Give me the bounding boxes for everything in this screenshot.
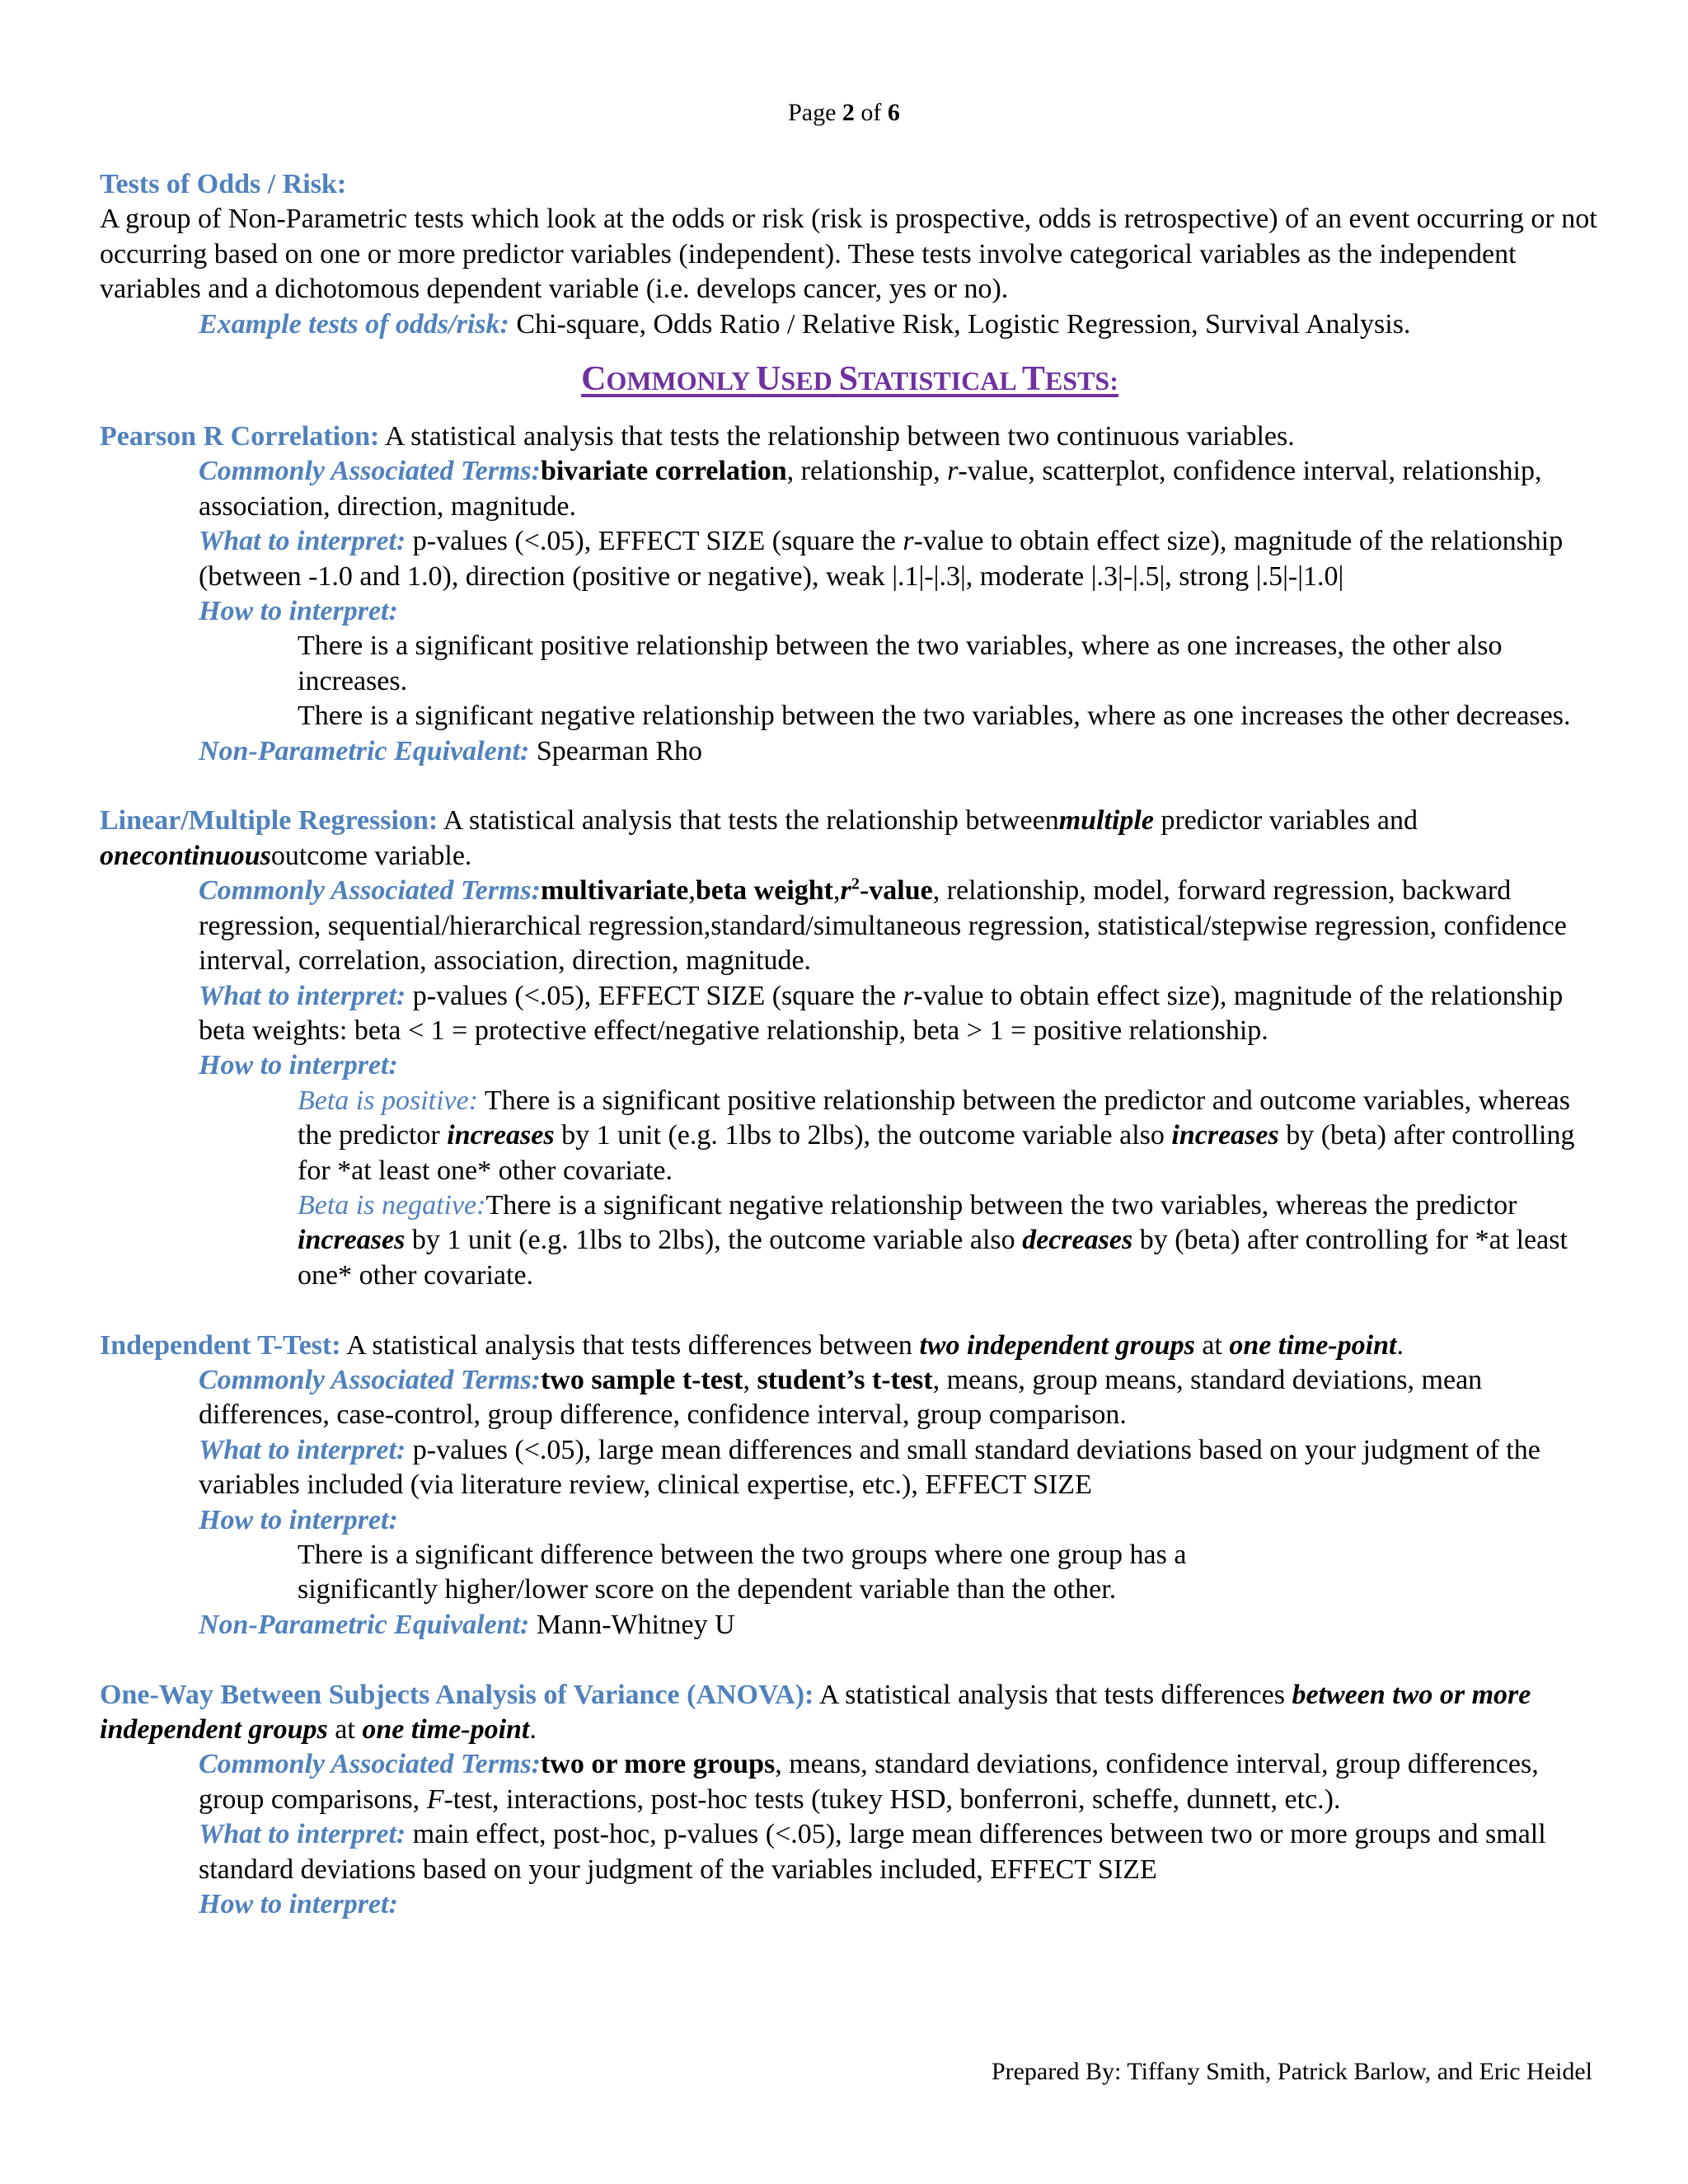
regression-section: Linear/Multiple Regression: A statistical analysis that tests the relationship betweenmultiple predictor variables and onecontinuousoutcome variable.: [100, 805, 1418, 871]
anova-how-label: How to interpret:: [199, 1889, 398, 1920]
page-number: 2: [842, 99, 855, 126]
regression-terms-label: Commonly Associated Terms:: [199, 875, 541, 907]
pearson-terms: Commonly Associated Terms:bivariate correlation, relationship, r-value, scatterplot, confidence interval, relationship, association, direction, magnitude.: [199, 456, 1542, 522]
pearson-how-negative: There is a significant negative relationship between the two variables, where as one increases the other decreases.: [298, 701, 1571, 732]
spacer: [100, 769, 1600, 804]
regression-terms: Commonly Associated Terms:multivariate,beta $weight,r^2$-value, relationship, model, forward regression, backward regression, sequential/hierarchical regression,standard/simultaneous regression, statistical/stepwise regression, confidence interval, correlation, association, direction, magnitude.: [199, 874, 1567, 977]
anova-interpret: What to interpret: main effect, post-hoc, p-values (<.05), large mean differences between two or more groups and small standard deviations based on your judgment of the variables included, EFFECT SIZE: [199, 1819, 1546, 1885]
anova-interpret-label: What to interpret:: [199, 1819, 406, 1850]
odds-description: A group of Non-Parametric tests which look at the odds or risk (risk is prospective, odds is retrospective) of an event occurring or not occurring based on one or more predictor variables (independent). These tests involve categorical variables as the independent variables and a dichotomous dependent variable (i.e. develops cancer, yes or no).: [100, 204, 1597, 305]
section-title: COMMONLY USED STATISTICAL TESTS:: [581, 360, 1118, 399]
page-total: 6: [887, 99, 900, 126]
pearson-heading: Pearson R Correlation:: [100, 421, 380, 452]
pearson-np-label: Non-Parametric Equivalent:: [199, 735, 530, 766]
anova-section: One-Way Between Subjects Analysis of Variance (ANOVA): A statistical analysis that tests differences between two or more independent groups at one time-point.: [100, 1679, 1531, 1746]
page-label: Page: [788, 99, 842, 126]
ttest-interpret-label: What to interpret:: [199, 1434, 406, 1465]
ttest-how-label: How to interpret:: [199, 1504, 398, 1535]
pearson-description: A statistical analysis that tests the relationship between two continuous variables.: [379, 421, 1295, 452]
ttest-heading: Independent T-Test:: [100, 1329, 341, 1361]
ttest-how-line1: There is a significant difference between the two groups where one group has a: [298, 1540, 1187, 1570]
pearson-how-label: How to interpret:: [199, 596, 398, 627]
pearson-how-positive: There is a significant positive relationship between the two variables, where as one increases, the other also increases.: [298, 630, 1503, 696]
ttest-nonparametric: Non-Parametric Equivalent: Mann-Whitney U: [199, 1609, 735, 1640]
anova-heading: One-Way Between Subjects Analysis of Variance (ANOVA):: [100, 1679, 814, 1710]
odds-example-label: Example tests of odds/risk:: [199, 308, 509, 340]
ttest-terms-label: Commonly Associated Terms:: [199, 1364, 541, 1395]
regression-interpret: What to interpret: p-values (<.05), EFFECT SIZE (square the r-value to obtain effect size), magnitude of the relationship beta weights: beta < 1 = protective effect/negative relationship, beta > 1 = positive relationship.: [199, 980, 1564, 1046]
ttest-interpret: What to interpret: p-values (<.05), large mean differences and small standard deviations based on your judgment of the variables included (via literature review, clinical expertise, etc.), EFFECT SIZE: [199, 1434, 1540, 1501]
pearson-interpret-label: What to interpret:: [199, 526, 406, 557]
regression-interpret-label: What to interpret:: [199, 980, 406, 1011]
ttest-terms: Commonly Associated Terms:two sample t-test, student’s t-test, means, group means, standard deviations, mean differences, case-control, group difference, confidence interval, group comparison.: [199, 1364, 1483, 1431]
regression-heading: Linear/Multiple Regression:: [100, 805, 438, 837]
regression-beta-positive: Beta is positive: There is a significant positive relationship between the predictor and outcome variables, whereas the predictor increases by 1 unit (e.g. 1lbs to 2lbs), the outcome variable also increases by (beta) after controlling for *at least one* other covariate.: [298, 1085, 1575, 1186]
spacer: [100, 1643, 1600, 1677]
odds-example-text: Chi-square, Odds Ratio / Relative Risk, Logistic Regression, Survival Analysis.: [509, 308, 1411, 340]
ttest-section: Independent T-Test: A statistical analysis that tests differences between two independent groups at one time-point.: [100, 1329, 1404, 1361]
ttest-np-label: Non-Parametric Equivalent:: [199, 1609, 530, 1640]
ttest-how-line2: significantly higher/lower score on the dependent variable than the other.: [298, 1574, 1117, 1605]
pearson-nonparametric: Non-Parametric Equivalent: Spearman Rho: [199, 735, 703, 766]
spacer: [100, 1293, 1600, 1328]
odds-example: [100, 307, 1600, 342]
regression-beta-negative: Beta is negative:There is a significant negative relationship between the two variables, whereas the predictor increases by 1 unit (e.g. 1lbs to 2lbs), the outcome variable also decreases by (beta) after controlling for *at least one* other covariate.: [298, 1189, 1568, 1291]
page-of: of: [854, 99, 888, 126]
odds-heading: Tests of Odds / Risk:: [100, 169, 347, 199]
pearson-interpret: What to interpret: p-values (<.05), EFFECT SIZE (square the r-value to obtain effect size), magnitude of the relationship (between -1.0 and 1.0), direction (positive or negative), weak |.1|-|.3|, moderate |.3|-|.5|, strong |.5|-|1.0|: [199, 526, 1564, 592]
page-footer: Prepared By: Tiffany Smith, Patrick Barlow, and Eric Heidel: [991, 2058, 1592, 2085]
regression-how-label: How to interpret:: [199, 1050, 398, 1081]
pearson-terms-label: Commonly Associated Terms:: [199, 456, 541, 487]
anova-terms-label: Commonly Associated Terms:: [199, 1749, 541, 1780]
page-content: [100, 167, 1600, 1922]
pearson-section: [100, 419, 1600, 454]
page-header: [0, 99, 1688, 127]
anova-terms: Commonly Associated Terms:two or more groups, means, standard deviations, confidence interval, group differences, group comparisons, F-test, interactions, post-hoc tests (tukey HSD, bonferroni, scheffe, dunnett, etc.).: [199, 1749, 1539, 1815]
